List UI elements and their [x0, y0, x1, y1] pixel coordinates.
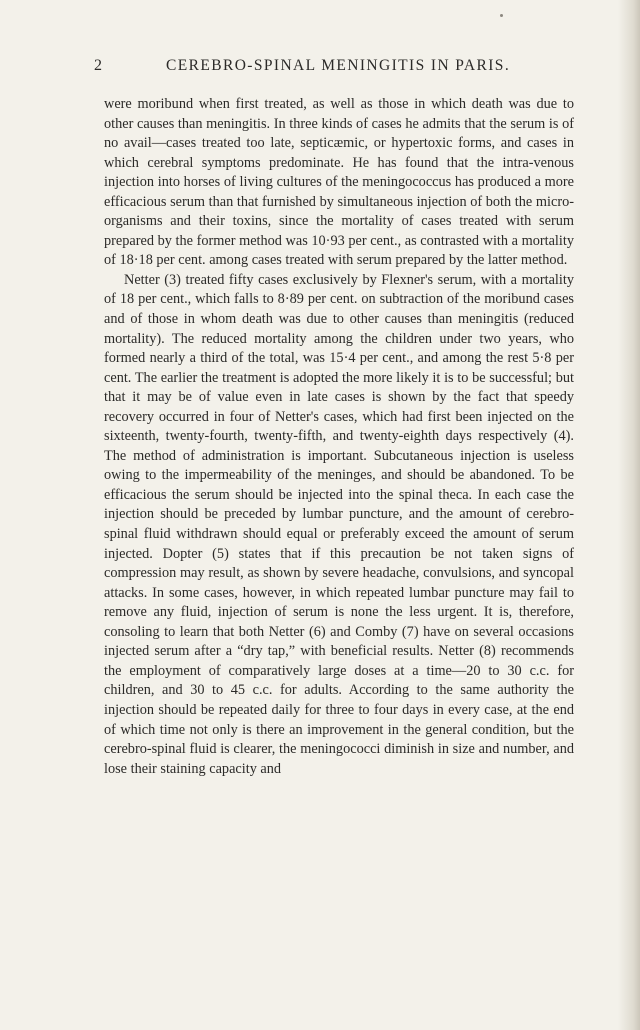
page-number: 2	[94, 57, 103, 74]
running-head: CEREBRO-SPINAL MENINGITIS IN PARIS.	[166, 57, 511, 74]
body-text	[104, 95, 574, 779]
paper-speck	[500, 14, 503, 17]
page-edge-shadow	[618, 0, 640, 1030]
paragraph-continued: were moribund when first treated, as well as those in which death was due to other causes than meningitis. In three kinds of cases he admits that the serum is of no avail—cases treated too late, septicæmic, or hypertoxic forms, and cases in which cerebral symptoms predominate. He has found that the intra-venous injection into horses of living cultures of the meningococcus has produced a more efficacious serum than that furnished by simultaneous injection of both the micro-organisms and their toxins, since the mortality of cases treated with serum prepared by the former method was 10·93 per cent., as contrasted with a mortality of 18·18 per cent. among cases treated with serum prepared by the latter method.	[104, 96, 574, 269]
paragraph-netter: Netter (3) treated fifty cases exclusively by Flexner's serum, with a mortality of 18 per cent., which falls to 8·89 per cent. on subtraction of the moribund cases and of those in whom death was due to other causes than meningitis (reduced mortality). The reduced mortality among the children under two years, who formed nearly a third of the total, was 15·4 per cent., and among the rest 5·8 per cent. The earlier the treatment is adopted the more likely it is to be successful; but that it may be of value even in late cases is shown by the fact that speedy recovery occurred in four of Netter's cases, which had first been injected on the sixteenth, twenty-fourth, twenty-fifth, and twenty-eighth days respectively (4). The method of administration is important. Subcutaneous injection is useless owing to the impermeability of the meninges, and should be abandoned. To be efficacious the serum should be injected into the spinal theca. In each case the injection should be preceded by lumbar puncture, and the amount of cerebro-spinal fluid withdrawn should equal or preferably exceed the amount of serum injected. Dopter (5) states that if this precaution be not taken signs of compression may result, as shown by severe headache, convulsions, and syncopal attacks. In some cases, however, in which repeated lumbar puncture may fail to remove any fluid, injection of serum is none the less urgent. It is, therefore, consoling to learn that both Netter (6) and Comby (7) have on several occasions injected serum after a “dry tap,” with beneficial results. Netter (8) recommends the employment of comparatively large doses at a time—20 to 30 c.c. for children, and 30 to 45 c.c. for adults. According to the same authority the injection should be repeated daily for three to four days in every case, at the end of which time not only is there an improvement in the general condition, but the cerebro-spinal fluid is clearer, the meningococci diminish in size and number, and lose their staining capacity and	[104, 271, 574, 777]
page-header	[94, 57, 564, 81]
